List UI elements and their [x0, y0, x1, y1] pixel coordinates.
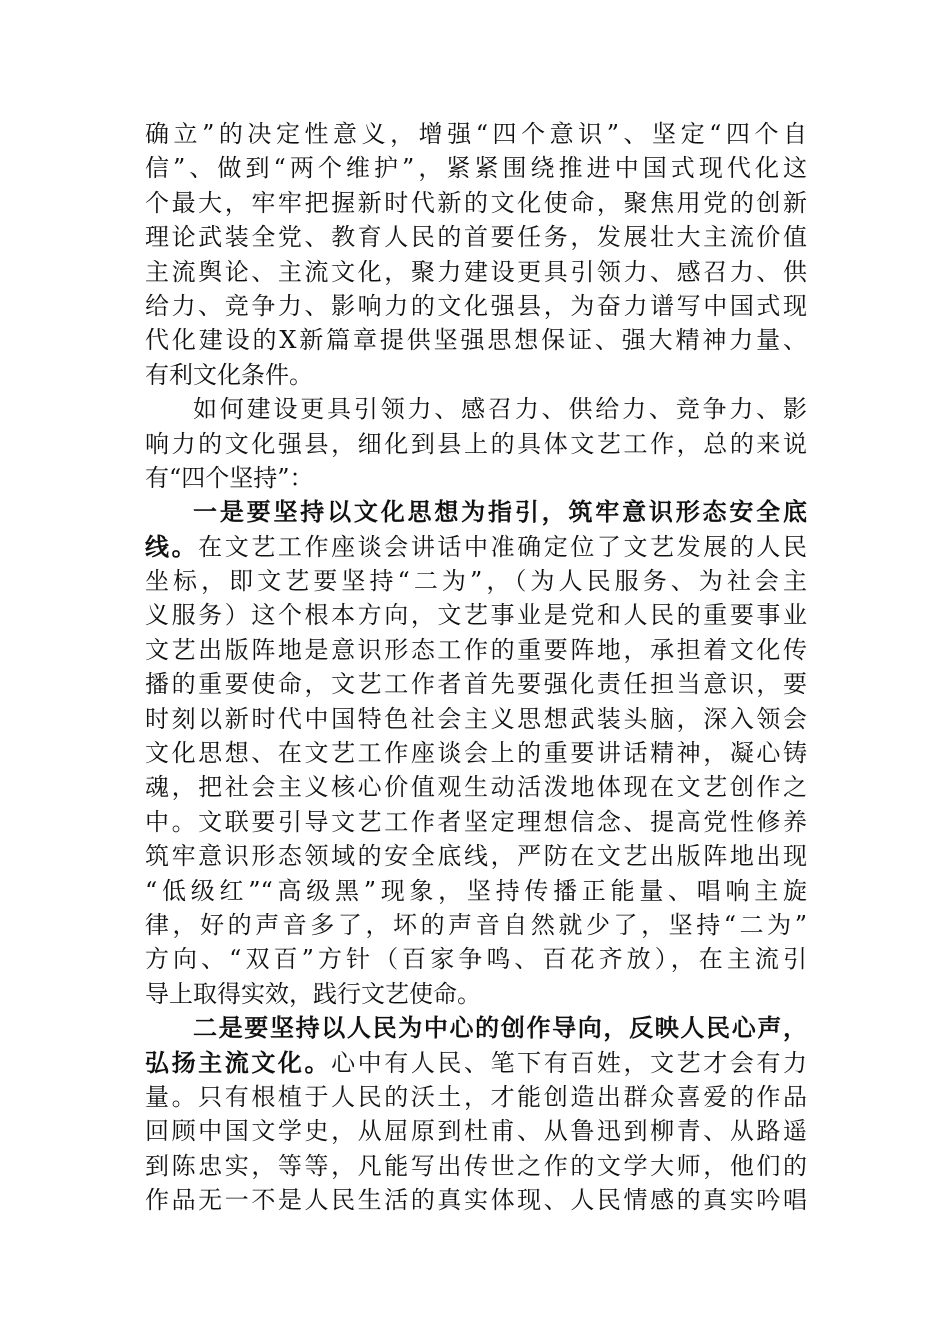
body-text: 主流舆论、主流文化，聚力建设更具引领力、感召力、供	[145, 257, 807, 286]
text-line	[145, 839, 807, 873]
body-text: 时刻以新时代中国特色社会主义思想武装头脑，深入领会	[145, 704, 807, 733]
text-line	[145, 736, 807, 770]
text-line	[145, 1080, 807, 1114]
text-line	[145, 908, 807, 942]
body-text: 筑牢意识形态领域的安全底线，严防在文艺出版阵地出现	[145, 842, 807, 871]
text-line	[145, 1011, 807, 1045]
text-line	[145, 1046, 807, 1080]
text-line	[145, 805, 807, 839]
body-text: 响力的文化强县，细化到县上的具体文艺工作，总的来说	[145, 429, 807, 458]
body-text: 给力、竞争力、影响力的文化强县，为奋力谱写中国式现	[145, 291, 807, 320]
body-text: 导上取得实效，践行文艺使命。	[145, 979, 481, 1008]
text-line	[145, 942, 807, 976]
body-text: 义服务）这个根本方向，文艺事业是党和人民的重要事业	[145, 601, 807, 630]
text-line	[145, 495, 807, 529]
body-text: 方向、“双百”方针（百家争鸣、百花齐放），在主流引	[145, 945, 807, 974]
body-text: 有利文化条件。	[145, 360, 313, 389]
body-text: 律，好的声音多了，坏的声音自然就少了，坚持“二为”	[145, 910, 807, 939]
text-line	[145, 530, 807, 564]
text-line	[145, 633, 807, 667]
bold-heading-text: 弘扬主流文化。	[145, 1047, 332, 1077]
text-line	[145, 1149, 807, 1183]
body-text: 有“四个坚持”：	[145, 463, 314, 492]
paragraph-p3	[145, 495, 807, 1011]
body-text: 播的重要使命，文艺工作者首先要强化责任担当意识，要	[145, 670, 807, 699]
text-line	[145, 770, 807, 804]
text-line	[145, 1183, 807, 1217]
text-line	[145, 598, 807, 632]
body-text: 坐标，即文艺要坚持“二为”，（为人民服务、为社会主	[145, 567, 807, 596]
paragraph-p1	[145, 117, 807, 392]
text-line	[145, 702, 807, 736]
bold-heading-text: 线。	[145, 531, 199, 561]
body-text: 如何建设更具引领力、感召力、供给力、竞争力、影	[193, 395, 807, 424]
text-line	[145, 667, 807, 701]
text-line	[145, 358, 807, 392]
body-text: 理论武装全党、教育人民的首要任务，发展壮大主流价值	[145, 223, 807, 252]
body-text: 代化建设的X新篇章提供坚强思想保证、强大精神力量、	[145, 326, 807, 355]
body-text: “低级红”“高级黑”现象，坚持传播正能量、唱响主旋	[145, 876, 807, 905]
bold-heading-text: 二是要坚持以人民为中心的创作导向，反映人民心声，	[193, 1013, 807, 1043]
text-line	[145, 977, 807, 1011]
text-line	[145, 323, 807, 357]
text-line	[145, 461, 807, 495]
body-text: 文艺出版阵地是意识形态工作的重要阵地，承担着文化传	[145, 635, 807, 664]
text-line	[145, 186, 807, 220]
body-text: 中。文联要引导文艺工作者坚定理想信念、提高党性修养	[145, 807, 807, 836]
text-line	[145, 255, 807, 289]
body-text: 魂，把社会主义核心价值观生动活泼地体现在文艺创作之	[145, 773, 807, 802]
body-text: 作品无一不是人民生活的真实体现、人民情感的真实吟唱	[145, 1186, 807, 1215]
body-text: 回顾中国文学史，从屈原到杜甫、从鲁迅到柳青、从路遥	[145, 1117, 807, 1146]
body-text: 心中有人民、笔下有百姓，文艺才会有力	[331, 1048, 808, 1077]
body-text: 量。只有根植于人民的沃土，才能创造出群众喜爱的作品	[145, 1082, 807, 1111]
body-text: 信”、做到“两个维护”，紧紧围绕推进中国式现代化这	[145, 154, 807, 183]
text-line	[145, 220, 807, 254]
body-text: 在文艺工作座谈会讲话中准确定位了文艺发展的人民	[198, 532, 808, 561]
bold-heading-text: 一是要坚持以文化思想为指引，筑牢意识形态安全底	[193, 497, 807, 527]
text-line	[145, 427, 807, 461]
text-line	[145, 564, 807, 598]
text-line	[145, 874, 807, 908]
text-line	[145, 151, 807, 185]
body-text: 到陈忠实，等等，凡能写出传世之作的文学大师，他们的	[145, 1151, 807, 1180]
document-body	[145, 117, 807, 1218]
text-line	[145, 117, 807, 151]
body-text: 文化思想、在文艺工作座谈会上的重要讲话精神，凝心铸	[145, 739, 807, 768]
text-line	[145, 392, 807, 426]
text-line	[145, 1114, 807, 1148]
text-line	[145, 289, 807, 323]
body-text: 确立”的决定性意义，增强“四个意识”、坚定“四个自	[145, 120, 807, 148]
paragraph-p4	[145, 1011, 807, 1217]
body-text: 个最大，牢牢把握新时代新的文化使命，聚焦用党的创新	[145, 188, 807, 217]
paragraph-p2	[145, 392, 807, 495]
